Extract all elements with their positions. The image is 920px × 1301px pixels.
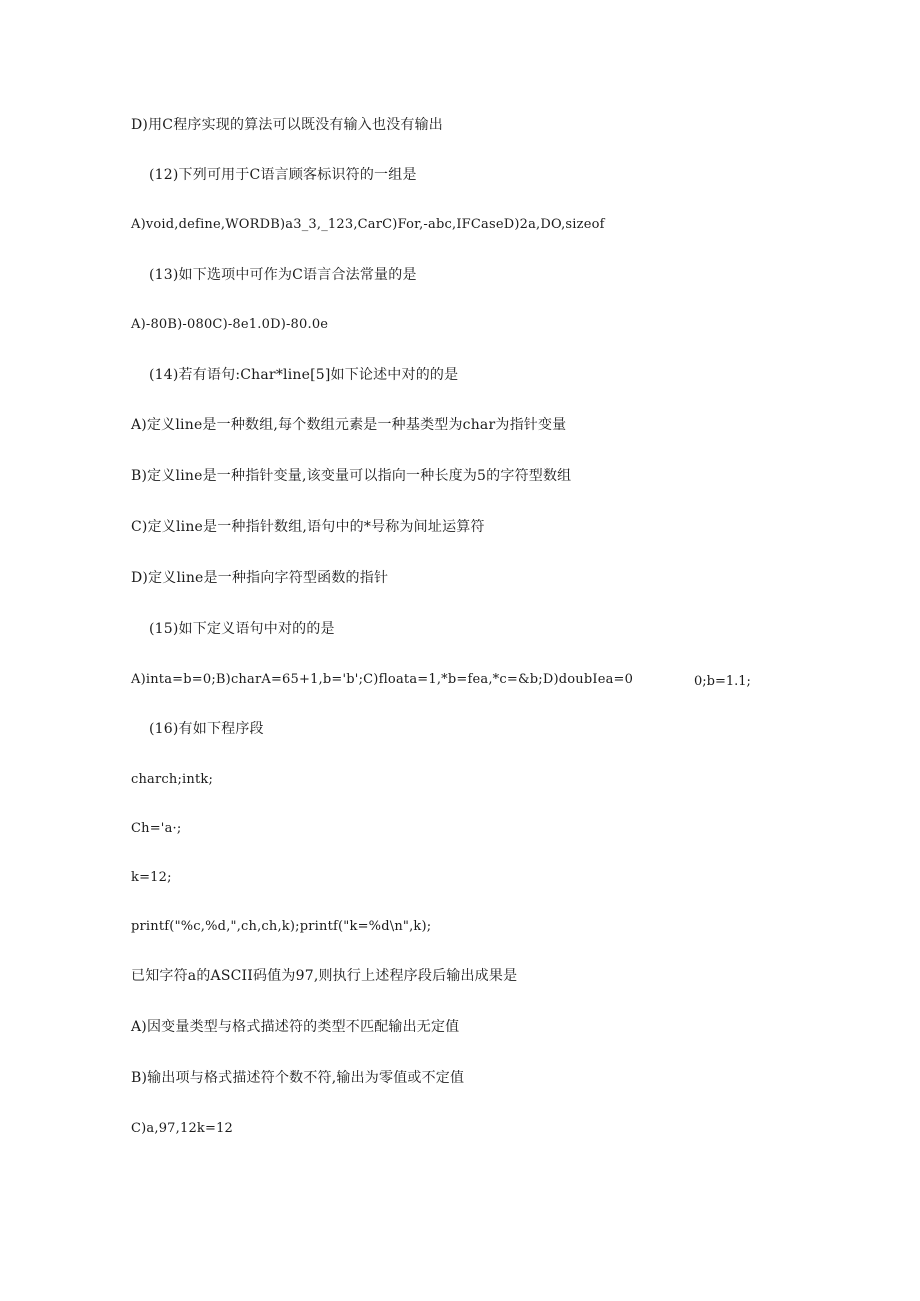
question-16-option-b: B)输出项与格式描述符个数不符,输出为零值或不定值 xyxy=(131,1070,465,1086)
question-14-option-a: A)定义line是一种数组,每个数组元素是一种基类型为char为指针变量 xyxy=(131,417,567,433)
question-12-options: A)void,define,WORDB)a3_3,_123,CarC)For,-abc,IFCaseD)2a,DO,sizeof xyxy=(131,217,605,232)
question-14-option-b: B)定义line是一种指针变量,该变量可以指向一种长度为5的字符型数组 xyxy=(131,468,572,484)
question-15-options: A)inta=b=0;B)charA=65+1,b='b';C)floata=1,*b=fea,*c=&b;D)doubIea=0 xyxy=(131,672,634,687)
question-13: (13)如下选项中可作为C语言合法常量的是 xyxy=(149,267,417,283)
code-line-1: charch;intk; xyxy=(131,772,214,787)
question-14: (14)若有语句:Char*line[5]如下论述中对的的是 xyxy=(149,367,459,383)
question-15-options-continued: 0;b=1.1; xyxy=(694,674,751,689)
question-12: (12)下列可用于C语言顾客标识符的一组是 xyxy=(149,167,417,183)
option-11-d: D)用C程序实现的算法可以既没有输入也没有输出 xyxy=(131,117,443,133)
question-16-option-c: C)a,97,12k=12 xyxy=(131,1121,234,1136)
question-15: (15)如下定义语句中对的的是 xyxy=(149,621,335,637)
question-13-options: A)-80B)-080C)-8e1.0D)-80.0e xyxy=(131,317,329,332)
question-16: (16)有如下程序段 xyxy=(149,721,264,737)
question-16-option-a: A)因变量类型与格式描述符的类型不匹配输出无定值 xyxy=(131,1019,460,1035)
code-line-2: Ch='a·; xyxy=(131,821,182,836)
question-14-option-d: D)定义line是一种指向字符型函数的指针 xyxy=(131,570,389,586)
question-14-option-c: C)定义line是一种指针数组,语句中的*号称为间址运算符 xyxy=(131,519,485,535)
code-line-4: printf("%c,%d,",ch,ch,k);printf("k=%d\n",k); xyxy=(131,919,432,934)
question-16-prompt: 已知字符a的ASCII码值为97,则执行上述程序段后输出成果是 xyxy=(131,968,518,984)
code-line-3: k=12; xyxy=(131,870,172,885)
